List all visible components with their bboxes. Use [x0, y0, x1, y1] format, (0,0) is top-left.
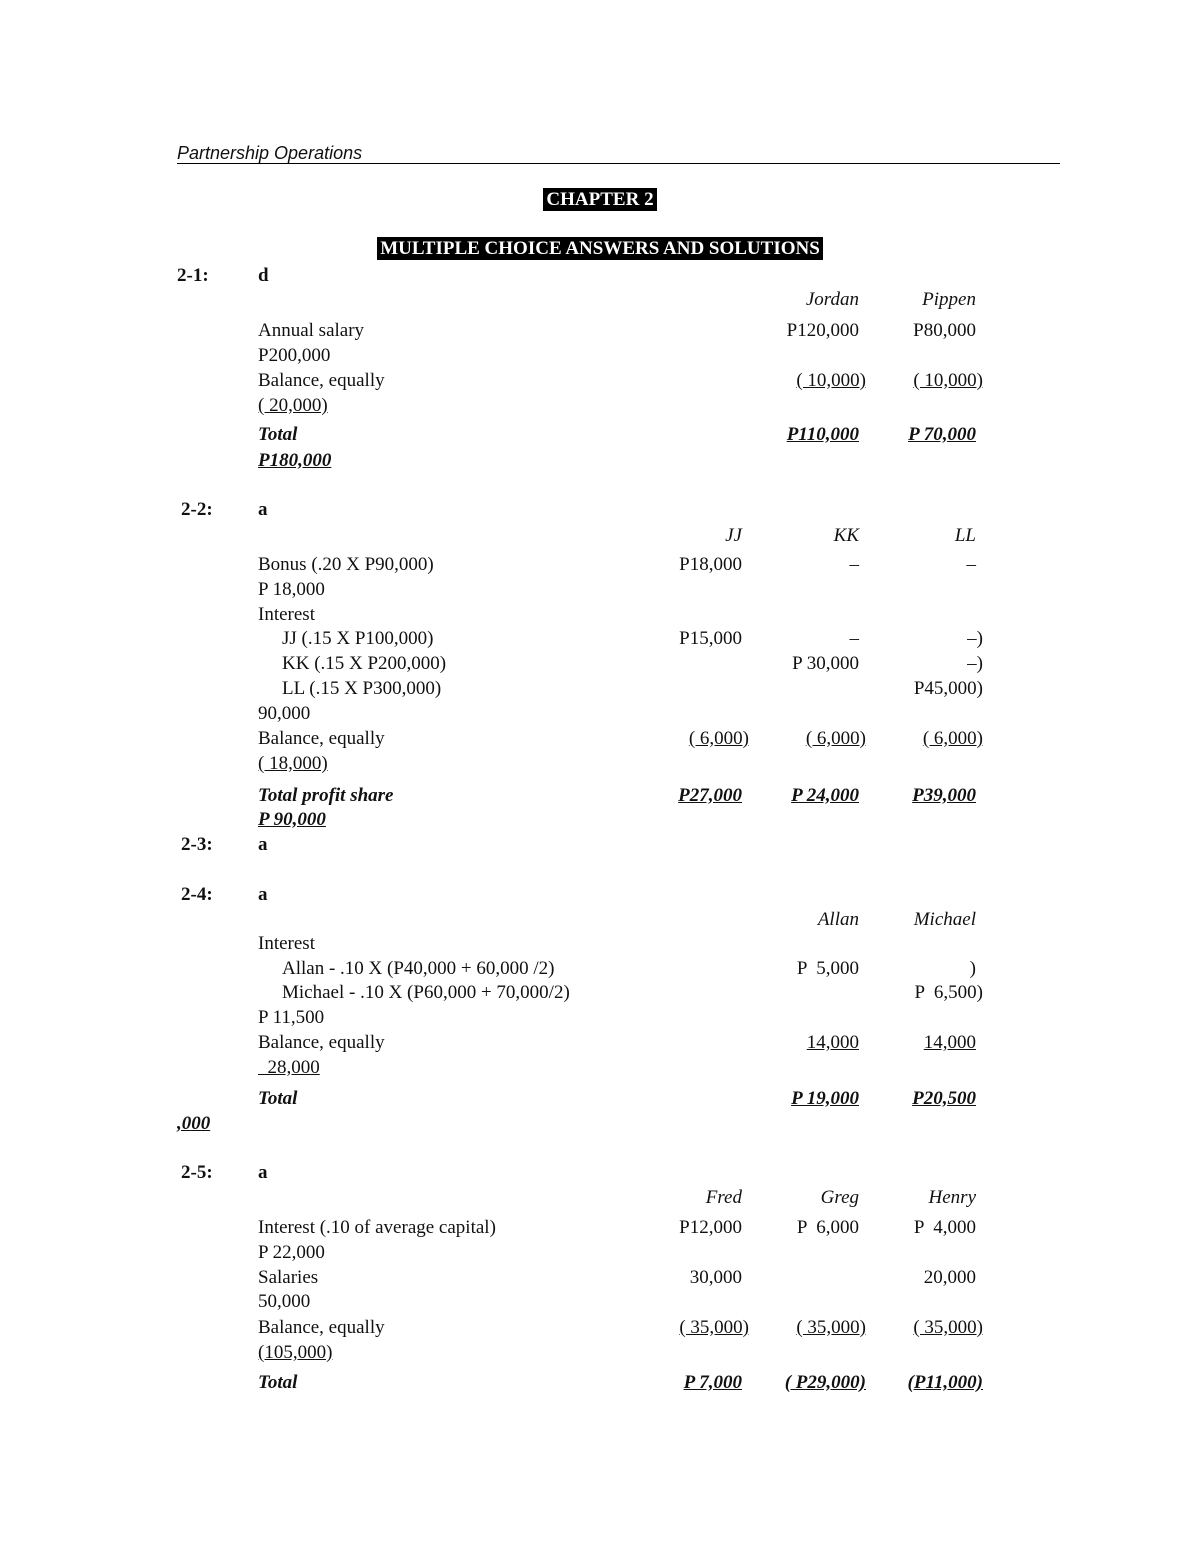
cell: – — [966, 554, 976, 575]
answer-letter: a — [258, 834, 268, 855]
cell: P 5,000 — [796, 958, 859, 979]
cell: 14,000 — [923, 1032, 976, 1053]
row-total: ( 20,000) — [258, 395, 328, 416]
cell: – — [849, 554, 859, 575]
cell: – — [849, 628, 859, 649]
cell: P80,000 — [913, 320, 976, 341]
row-label: Salaries — [258, 1267, 319, 1288]
cell: ( 6,000) — [805, 728, 866, 749]
cell: 14,000 — [806, 1032, 859, 1053]
cell: P 24,000 — [791, 785, 859, 806]
row-label: Michael - .10 X (P60,000 + 70,000/2) — [282, 982, 570, 1003]
row-label: Interest — [258, 604, 315, 625]
section-heading: MULTIPLE CHOICE ANSWERS AND SOLUTIONS — [0, 238, 1200, 260]
cell: P120,000 — [786, 320, 859, 341]
cell: P110,000 — [786, 424, 859, 445]
row-total: P 90,000 — [258, 809, 326, 830]
question-number: 2-5: — [181, 1162, 213, 1183]
row-total: P200,000 — [258, 345, 331, 366]
column-header: Pippen — [922, 289, 976, 310]
cell: –) — [967, 628, 983, 649]
column-header: Henry — [928, 1187, 976, 1208]
cell: P27,000 — [678, 785, 742, 806]
cell: P 19,000 — [791, 1088, 859, 1109]
answer-letter: d — [258, 265, 269, 286]
row-total: 90,000 — [258, 703, 311, 724]
row-label: Interest — [258, 933, 315, 954]
column-header: KK — [833, 525, 859, 546]
row-total: P 18,000 — [258, 579, 325, 600]
answer-letter: a — [258, 884, 268, 905]
chapter-heading: CHAPTER 2 — [0, 189, 1200, 211]
cell: P15,000 — [679, 628, 742, 649]
cell: P 4,000 — [913, 1217, 976, 1238]
question-number: 2-1: — [177, 265, 209, 286]
row-total: P180,000 — [258, 450, 332, 471]
cell: ( 6,000) — [688, 728, 749, 749]
column-header: Allan — [817, 909, 859, 930]
cell: P39,000 — [912, 785, 976, 806]
row-label: LL (.15 X P300,000) — [282, 678, 442, 699]
row-total: P 22,000 — [258, 1242, 325, 1263]
row-total: (105,000) — [258, 1342, 333, 1363]
row-total: 28,000 — [258, 1057, 320, 1078]
row-label: JJ (.15 X P100,000) — [282, 628, 434, 649]
row-label: Balance, equally — [258, 728, 385, 749]
cell: P12,000 — [679, 1217, 742, 1238]
row-label: Interest (.10 of average capital) — [258, 1217, 496, 1238]
cell: P20,500 — [912, 1088, 976, 1109]
column-header: Greg — [820, 1187, 859, 1208]
question-number: 2-4: — [181, 884, 213, 905]
column-header: Michael — [913, 909, 976, 930]
row-total: ,000 — [177, 1113, 211, 1134]
cell: –) — [967, 653, 983, 674]
row-label: Allan - .10 X (P40,000 + 60,000 /2) — [282, 958, 555, 979]
question-number: 2-2: — [181, 499, 213, 520]
cell: ( 6,000) — [922, 728, 983, 749]
cell: 30,000 — [689, 1267, 742, 1288]
column-header: Fred — [705, 1187, 742, 1208]
row-label: Annual salary — [258, 320, 365, 341]
row-total: P 11,500 — [258, 1007, 325, 1028]
column-header: LL — [954, 525, 976, 546]
cell: 20,000 — [923, 1267, 976, 1288]
row-label: Total profit share — [258, 785, 394, 806]
answer-letter: a — [258, 499, 268, 520]
row-total: ( 18,000) — [258, 753, 328, 774]
cell: P18,000 — [679, 554, 742, 575]
cell: ( 35,000) — [679, 1317, 749, 1338]
row-label: Balance, equally — [258, 1317, 385, 1338]
cell: (P11,000) — [907, 1372, 983, 1393]
cell: P 6,000 — [796, 1217, 859, 1238]
cell: ( 35,000) — [913, 1317, 983, 1338]
question-number: 2-3: — [181, 834, 213, 855]
column-header: Jordan — [805, 289, 859, 310]
row-label: Total — [258, 1088, 298, 1109]
row-total: 50,000 — [258, 1291, 311, 1312]
row-label: Balance, equally — [258, 370, 385, 391]
row-label: Bonus (.20 X P90,000) — [258, 554, 434, 575]
row-label: Total — [258, 424, 298, 445]
answer-letter: a — [258, 1162, 268, 1183]
cell: ( 10,000) — [913, 370, 983, 391]
row-label: Balance, equally — [258, 1032, 385, 1053]
cell: P 7,000 — [683, 1372, 742, 1393]
column-header: JJ — [725, 525, 742, 546]
cell: ) — [969, 958, 976, 979]
cell: P45,000) — [913, 678, 983, 699]
row-label: KK (.15 X P200,000) — [282, 653, 447, 674]
running-header: Partnership Operations — [177, 143, 1060, 164]
cell: ( 10,000) — [796, 370, 866, 391]
cell: P 6,500) — [914, 982, 983, 1003]
cell: ( 35,000) — [796, 1317, 866, 1338]
cell: P 30,000 — [792, 653, 859, 674]
cell: ( P29,000) — [784, 1372, 866, 1393]
row-label: Total — [258, 1372, 298, 1393]
cell: P 70,000 — [908, 424, 976, 445]
